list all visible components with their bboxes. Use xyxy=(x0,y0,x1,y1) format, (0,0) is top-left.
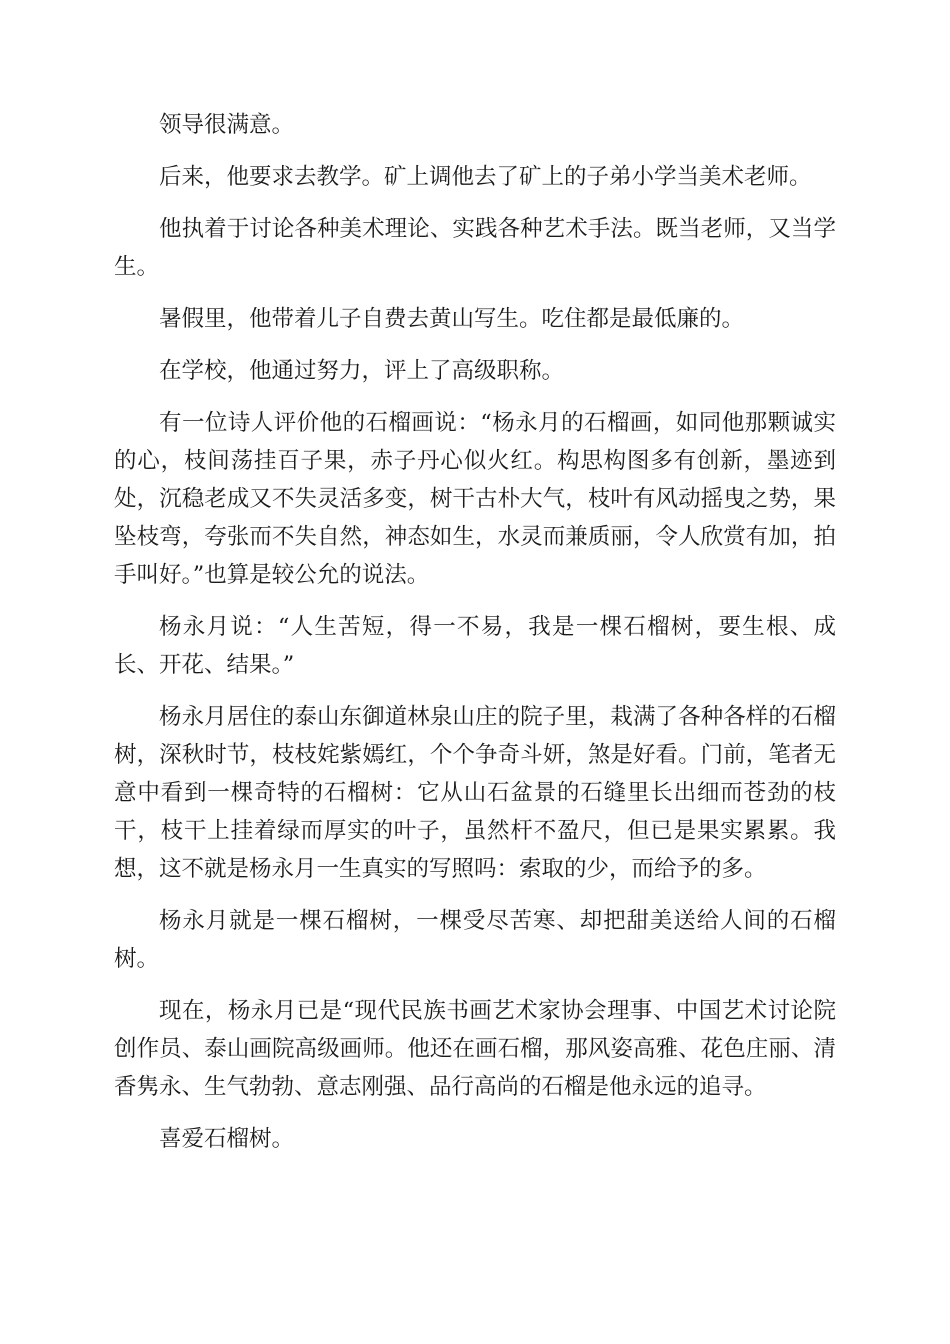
paragraph: 杨永月居住的泰山东御道林泉山庄的院子里，栽满了各种各样的石榴树，深秋时节，枝枝姹紫嫣红，个个争奇斗妍，煞是好看。门前，笔者无意中看到一棵奇特的石榴树：它从山石盆景的石缝里长出细而苍劲的枝干，枝干上挂着绿而厚实的叶子，虽然杆不盈尺，但已是果实累累。我想，这不就是杨永月一生真实的写照吗：索取的少，而给予的多。 xyxy=(114,704,836,882)
paragraph: 杨永月说：“人生苦短，得一不易，我是一棵石榴树，要生根、成长、开花、结果。” xyxy=(114,614,836,678)
paragraph: 在学校，他通过努力，评上了高级职称。 xyxy=(159,358,565,384)
document-body xyxy=(114,106,836,1172)
paragraph: 他执着于讨论各种美术理论、实践各种艺术手法。既当老师，又当学生。 xyxy=(114,216,836,280)
paragraph: 喜爱石榴树。 xyxy=(159,1126,295,1152)
paragraph: 杨永月就是一棵石榴树，一棵受尽苦寒、却把甜美送给人间的石榴树。 xyxy=(114,908,836,972)
paragraph: 领导很满意。 xyxy=(159,112,295,138)
paragraph: 后来，他要求去教学。矿上调他去了矿上的子弟小学当美术老师。 xyxy=(159,164,812,190)
paragraph: 暑假里，他带着儿子自费去黄山写生。吃住都是最低廉的。 xyxy=(159,306,745,332)
paragraph: 有一位诗人评价他的石榴画说：“杨永月的石榴画，如同他那颗诚实的心，枝间荡挂百子果，赤子丹心似火红。构思构图多有创新，墨迹到处，沉稳老成又不失灵活多变，树干古朴大气，枝叶有风动摇曳之势，果坠枝弯，夸张而不失自然，神态如生，水灵而兼质丽，令人欣赏有加，拍手叫好。”也算是较公允的说法。 xyxy=(114,410,836,588)
paragraph: 现在，杨永月已是“现代民族书画艺术家协会理事、中国艺术讨论院创作员、泰山画院高级画师。他还在画石榴，那风姿高雅、花色庄丽、清香隽永、生气勃勃、意志刚强、品行高尚的石榴是他永远的追寻。 xyxy=(114,998,836,1100)
